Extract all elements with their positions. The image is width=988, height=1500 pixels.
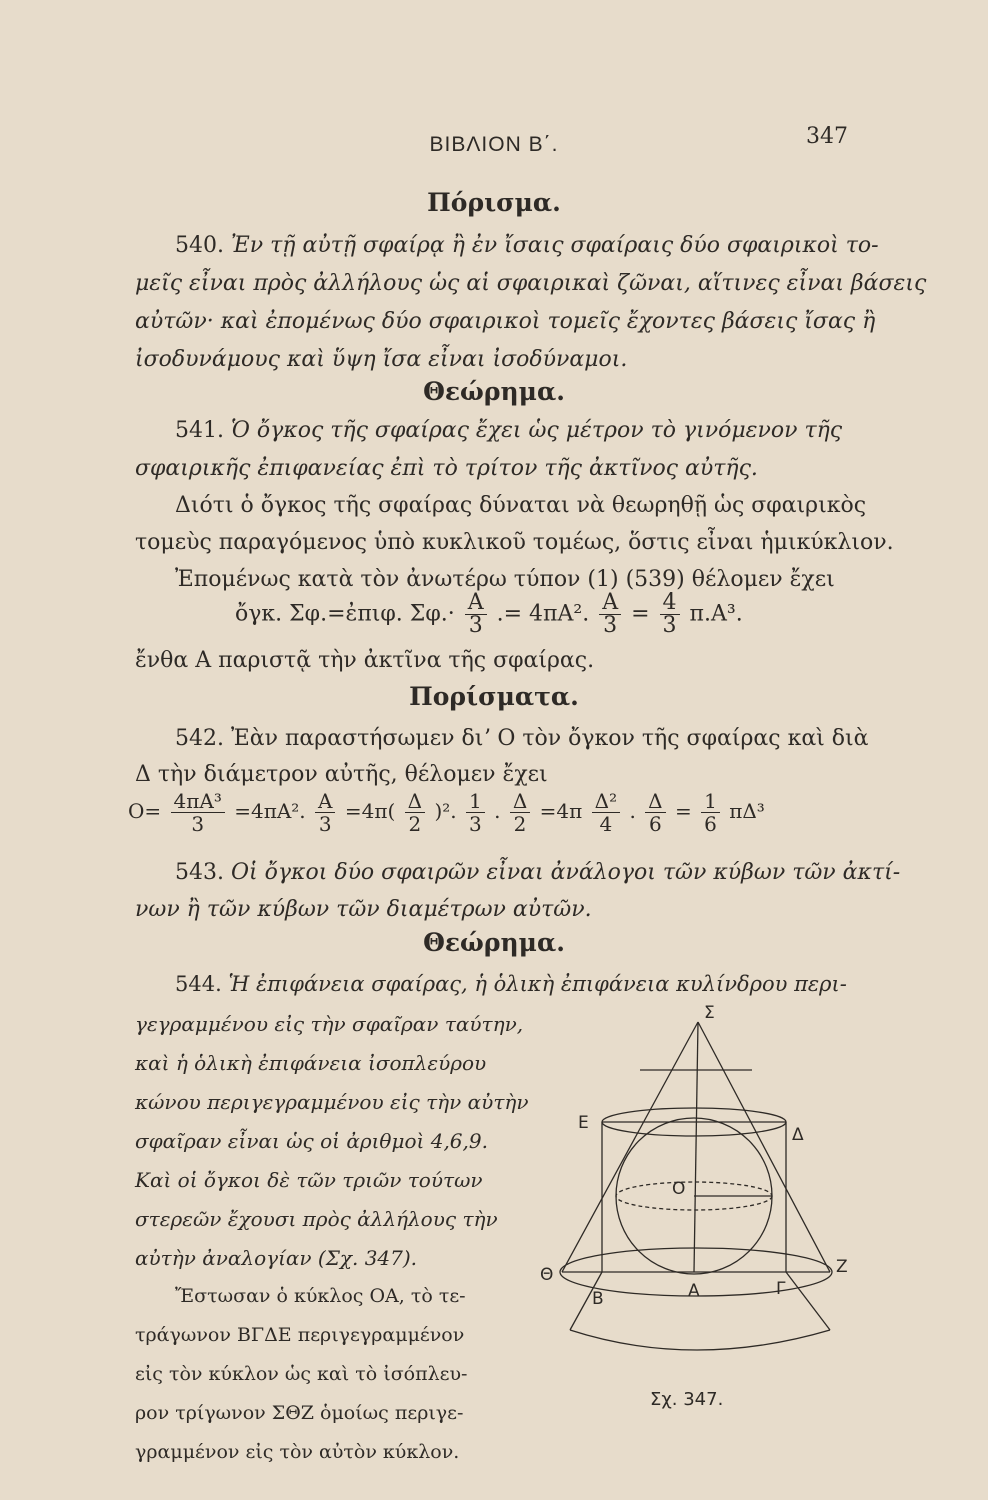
p544-left-7: αὐτὴν ἀναλογίαν (Σχ. 347). [135,1246,418,1270]
p541-line-2: σφαιρικῆς ἐπιφανείας ἐπὶ τὸ τρίτον τῆς ἀκτῖνος αὐτῆς. [135,456,758,481]
p540-line-4: ἰσοδυνάμους καὶ ὕψη ἴσα εἶναι ἰσοδύναμοι. [135,347,628,372]
p544-proof-1: Ἔστωσαν ὁ κύκλος ΟΑ, τὸ τε- [175,1285,466,1307]
label-g: Γ [776,1279,786,1299]
p542-line-2: Δ τὴν διάμετρον αὐτῆς, θέλομεν ἔχει [135,762,548,787]
p540-line-3: αὐτῶν· καὶ ἐπομένως δύο σφαιρικοὶ τομεῖς ἔχοντες βάσεις ἴσας ἢ [135,309,876,334]
figure-347 [540,1000,860,1420]
page-number: 347 [806,124,848,149]
p543-line-1: 543. Οἱ ὄγκοι δύο σφαιρῶν εἶναι ἀνάλογοι τῶν κύβων τῶν ἀκτί- [175,860,901,885]
p544-proof-2: τράγωνον ΒΓΔΕ περιγεγραμμένον [135,1324,465,1346]
p542-line-1: 542. Ἐὰν παραστήσωμεν διʼ Ο τὸν ὄγκον τῆς σφαίρας καὶ διὰ [175,726,869,751]
label-sigma: Σ [704,1003,715,1023]
label-z: Ζ [836,1257,848,1277]
label-d: Δ [792,1125,804,1145]
cone-side-right [698,1022,830,1272]
heading-porisma: Πόρισμα. [427,188,561,217]
figure-caption: Σχ. 347. [650,1389,724,1410]
p541-line-5: Ἐπομένως κατὰ τὸν ἀνωτέρω τύπον (1) (539) θέλομεν ἔχει [175,567,835,592]
label-e: Ε [578,1113,589,1133]
label-theta: Θ [540,1265,554,1285]
formula-sphere-volume: ὄγκ. Σφ.=ἐπιφ. Σφ.· $\frac{A}{3}$ .= 4πΑ². $\frac{A}{3}$ = $\frac{4}{3}$ π.Α³. [235,590,743,638]
cone-side-left [562,1022,698,1272]
p543-line-2: νων ἢ τῶν κύβων τῶν διαμέτρων αὐτῶν. [135,897,592,922]
heading-theorema-2: Θεώρημα. [423,928,565,957]
p541-line-1: 541. Ὁ ὄγκος τῆς σφαίρας ἔχει ὡς μέτρον τὸ γινόμενον τῆς [175,418,843,443]
p544-line-1: 544. Ἡ ἐπιφάνεια σφαίρας, ἡ ὁλικὴ ἐπιφάνεια κυλίνδρου περι- [175,972,847,996]
heading-theorema-1: Θεώρημα. [423,377,565,406]
p541-line-3: Διότι ὁ ὄγκος τῆς σφαίρας δύναται νὰ θεωρηθῇ ὡς σφαιρικὸς [175,493,867,518]
p544-left-6: στερεῶν ἔχουσι πρὸς ἀλλήλους τὴν [135,1207,498,1231]
p540-line-2: μεῖς εἶναι πρὸς ἀλλήλους ὡς αἱ σφαιρικαὶ ζῶναι, αἵτινες εἶναι βάσεις [135,271,927,296]
p544-left-1: γεγραμμένου εἰς τὴν σφαῖραν ταύτην, [135,1012,524,1036]
label-b: Β [592,1289,604,1309]
p544-left-5: Καὶ οἱ ὄγκοι δὲ τῶν τριῶν τούτων [135,1168,483,1192]
p544-left-4: σφαῖραν εἶναι ὡς οἱ ἀριθμοὶ 4,6,9. [135,1129,488,1153]
lower-arc [570,1330,830,1350]
formula-sphere-diameter: Ο= $\frac{\text{4πΑ³}}{3}$ =4πΑ². $\frac{A}{3}$ =4π( $\frac{\Delta}{2}$ )². $\frac{1}{3}$ . $\frac{\Delta}{2}$ =4π $\frac{\text{Δ²}}{4}$ . $\frac{\Delta}{6}$ = $\frac{1}{6}$ πΔ³ [128,789,765,836]
p540-line-1: 540. Ἐν τῇ αὐτῇ σφαίρᾳ ἢ ἐν ἴσαις σφαίραις δύο σφαιρικοὶ το- [175,233,879,258]
p544-left-3: κώνου περιγεγραμμένου εἰς τὴν αὐτὴν [135,1090,529,1114]
axis-line [694,1022,698,1272]
after-formula-1: ἔνθα Α παριστᾷ τὴν ἀκτῖνα τῆς σφαίρας. [135,648,595,673]
running-header: ΒΙΒΛΙΟΝ Β΄. [429,133,559,156]
p544-proof-5: γραμμένον εἰς τὸν αὐτὸν κύκλον. [135,1441,460,1463]
p544-proof-3: εἰς τὸν κύκλον ὡς καὶ τὸ ἰσόπλευ- [135,1363,468,1385]
heading-porismata: Πορίσματα. [409,682,579,711]
p544-proof-4: ρον τρίγωνον ΣΘΖ ὁμοίως περιγε- [135,1402,464,1424]
p541-line-4: τομεὺς παραγόμενος ὑπὸ κυκλικοῦ τομέως, ὅστις εἶναι ἡμικύκλιον. [135,530,894,555]
p544-left-2: καὶ ἡ ὁλικὴ ἐπιφάνεια ἰσοπλεύρου [135,1051,487,1075]
label-a: Α [688,1281,700,1301]
label-o: Ο [672,1179,686,1199]
